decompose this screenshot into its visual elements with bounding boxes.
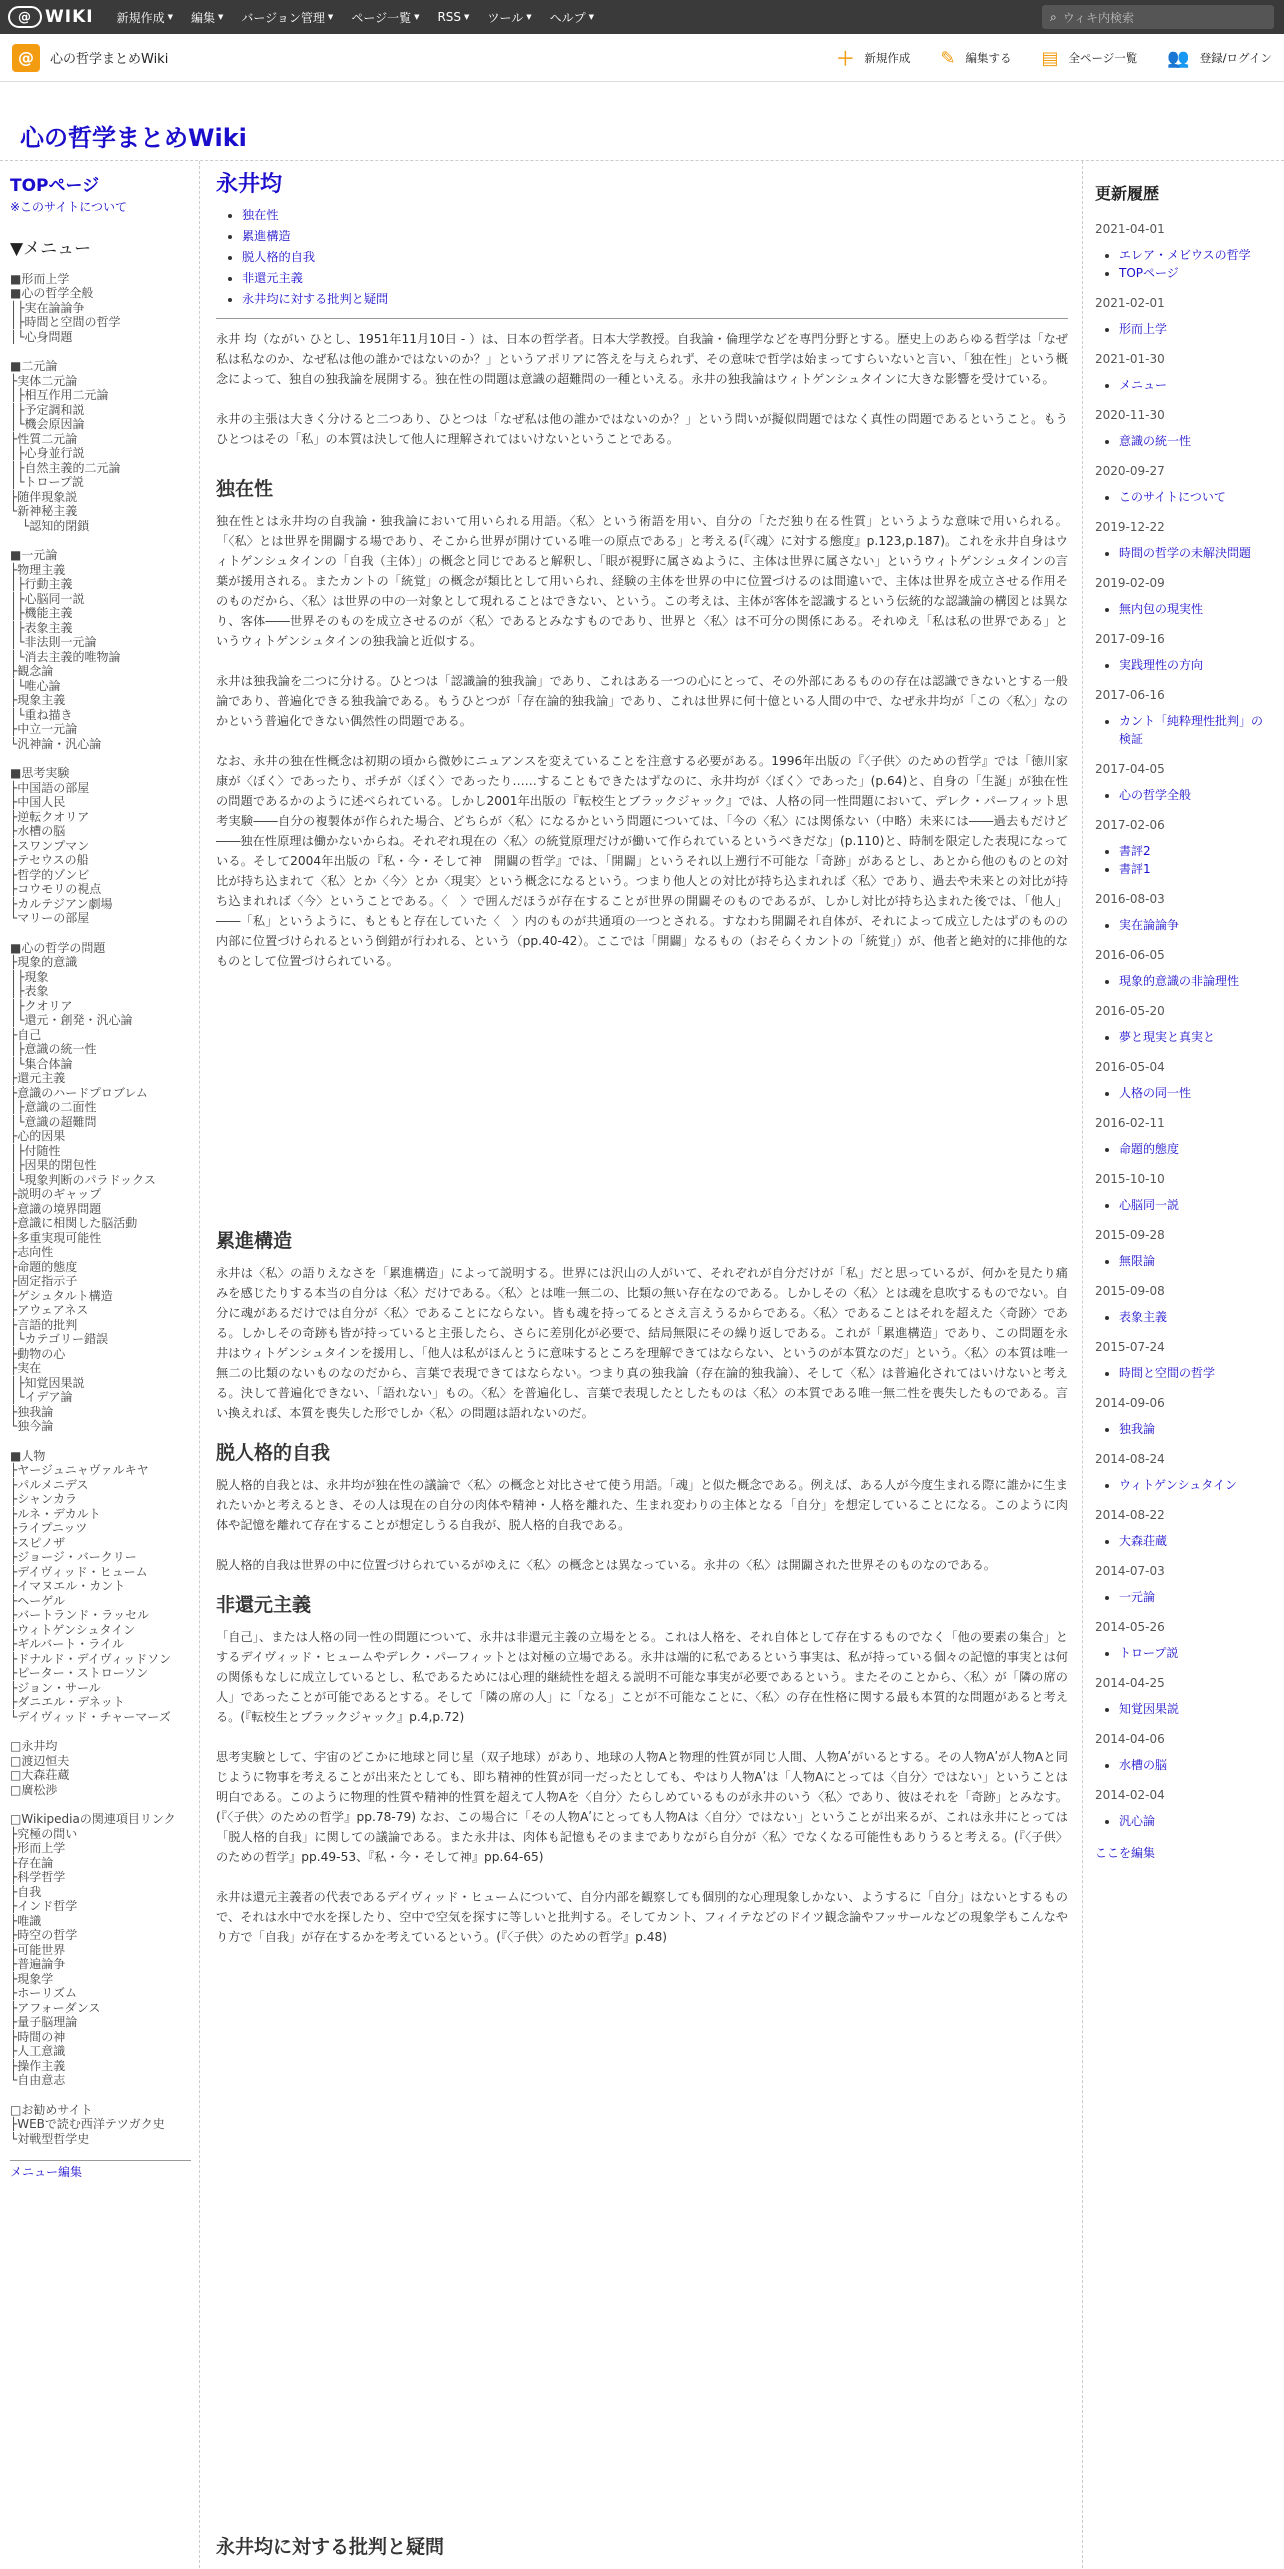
- menu-item[interactable]: ├デイヴィッド・ヒューム: [10, 1564, 148, 1579]
- update-date: 2016-02-11: [1095, 1116, 1165, 1130]
- update-item[interactable]: • このサイトについて: [1119, 488, 1272, 506]
- update-item[interactable]: • 大森荘蔵: [1119, 1532, 1272, 1550]
- menu-heading: ▼メニュー: [10, 239, 92, 259]
- menu-item[interactable]: └汎神論・汎心論: [10, 736, 102, 751]
- update-list: [1119, 712, 1272, 748]
- menu-item[interactable]: ├観念論: [10, 664, 54, 678]
- menu-item[interactable]: □Wikipediaの関連項目リンク: [10, 1812, 176, 1826]
- top-menu: [108, 9, 603, 26]
- section-heading: 独在性: [216, 478, 274, 500]
- menu-item[interactable]: ├ライプニッツ: [10, 1521, 88, 1535]
- menu-item[interactable]: └認知的閉鎖: [10, 518, 90, 533]
- update-date: 2015-09-08: [1095, 1284, 1165, 1298]
- update-list: [1119, 600, 1272, 618]
- update-list: [1119, 1532, 1272, 1550]
- menu-item[interactable]: ├バートランド・ラッセル: [10, 1608, 149, 1622]
- menu-item[interactable]: ├現象主義: [10, 693, 66, 707]
- update-date: 2015-07-24: [1095, 1340, 1165, 1354]
- caret-down-icon: ▼: [327, 13, 334, 21]
- menu-group: [10, 548, 199, 751]
- menu-item[interactable]: ├人工意識: [10, 2044, 66, 2058]
- menu-item[interactable]: ├意識の境界問題: [10, 1201, 102, 1216]
- update-date: 2014-04-06: [1095, 1732, 1165, 1746]
- edit-button[interactable]: ✎ 編集する: [940, 47, 1012, 69]
- menu-item[interactable]: ├究極の問い: [10, 1826, 78, 1841]
- main-content: [200, 161, 1082, 2568]
- update-date: 2016-08-03: [1095, 892, 1165, 906]
- update-item[interactable]: • 独我論: [1119, 1420, 1272, 1438]
- section-heading: 脱人格的自我: [216, 1442, 331, 1464]
- menu-item[interactable]: │├知覚因果説: [10, 1375, 85, 1390]
- menu-item[interactable]: │├心身並行説: [10, 446, 85, 460]
- menu-tree: [10, 272, 199, 2147]
- update-item[interactable]: • 実践理性の方向: [1119, 656, 1272, 674]
- menu-item[interactable]: ├還元主義: [10, 1071, 66, 1085]
- menu-item[interactable]: ├説明のギャップ: [10, 1187, 102, 1201]
- update-item[interactable]: • カント「純粋理性批判」の検証: [1119, 712, 1272, 748]
- toc-item[interactable]: • 累進構造: [242, 226, 1068, 247]
- menu-item[interactable]: ├中立一元論: [10, 722, 78, 736]
- update-list: [1119, 1644, 1272, 1662]
- update-date: 2016-05-04: [1095, 1060, 1165, 1074]
- caret-down-icon: ▼: [526, 13, 532, 21]
- update-list: [1119, 842, 1272, 878]
- site-name[interactable]: 心の哲学まとめWiki: [50, 52, 169, 67]
- menu-item[interactable]: ├心的因果: [10, 1129, 66, 1143]
- recent-updates-list: [1095, 222, 1272, 1830]
- right-sidebar: [1082, 161, 1284, 2568]
- menu-item[interactable]: ├多重実現可能性: [10, 1230, 102, 1245]
- wiki-title[interactable]: 心の哲学まとめWiki: [20, 124, 247, 152]
- menu-item[interactable]: │├相互作用二元論: [10, 388, 109, 402]
- update-date: 2021-01-30: [1095, 352, 1165, 366]
- caret-down-icon: ▼: [167, 13, 173, 21]
- menu-item[interactable]: │└還元・創発・汎心論: [10, 1013, 133, 1027]
- menu-item[interactable]: ├WEBで読む西洋テツガク史: [10, 2117, 165, 2131]
- menu-item[interactable]: │├機能主義: [10, 606, 73, 620]
- paragraph: 独在性とは永井均の自我論・独我論において用いられる用語。〈私〉という術語を用い、自分の「ただ独り在る性質」というような意味で用いられる。「〈私〉とは世界を開闢する場であり、そこから世界が開けている唯一の原点である」と考える(『〈魂〉に対する態度』p.123,p.187)。これを永井自身はウィトゲンシュタインの「自我（主体）」の概念と同じであると解釈し、「眼が視野に属さぬように、主体は世界に属さない」というウィトゲンシュタインの言葉が援用される。またカントの「統覚」の概念が類比として用いられ、経験の主体を世界の中に位置づけるのは間違いで、主体は世界を成立させる作用そのものだから、〈私〉は世界の中の一対象として現れることはできない、という。この考えは、主体が客体を認識するという伝統的な認識論の構図とは異なり、客体――世界そのものを成立させるのが〈私〉であるとみなすものであり、世界と〈私〉は不可分の関係にある。それゆえ「私は私の世界である」というウィトゲンシュタインの独我論と近似する。: [216, 514, 1068, 648]
- menu-item[interactable]: └独今論: [10, 1419, 54, 1433]
- menu-item[interactable]: ├ジョン・サール: [10, 1680, 101, 1695]
- menu-item[interactable]: │├現象: [10, 969, 49, 984]
- paragraph: 永井は独我論を二つに分ける。ひとつは「認識論的独我論」であり、これはある一つの心にとって、その外部にあるものの存在は認識できないとする一般論であり、普遍化できる独我論である。もうひとつが「存在論的独我論」であり、これは世界に何十億といる人間の中で、なぜ永井均が「この〈私〉」なのかという普遍化できない偶然性の問題である。: [216, 674, 1068, 728]
- update-item[interactable]: • 一元論: [1119, 1588, 1272, 1606]
- update-item[interactable]: • 表象主義: [1119, 1308, 1272, 1326]
- update-item[interactable]: • 知覚因果説: [1119, 1700, 1272, 1718]
- section-heading: 非還元主義: [216, 1594, 312, 1616]
- menu-item[interactable]: □渡辺恒夫: [10, 1753, 70, 1768]
- update-date: 2019-02-09: [1095, 576, 1165, 590]
- top-menu-item[interactable]: バージョン管理 ▼: [241, 10, 334, 25]
- menu-item[interactable]: └自由意志: [10, 2073, 66, 2087]
- page-title: 永井均: [216, 172, 283, 197]
- menu-item[interactable]: ├哲学的ゾンビ: [10, 867, 90, 882]
- update-list: [1119, 1140, 1272, 1158]
- update-date: 2014-05-26: [1095, 1620, 1165, 1634]
- menu-item[interactable]: ├ウィトゲンシュタイン: [10, 1622, 136, 1637]
- menu-item[interactable]: ■形而上学: [10, 271, 70, 286]
- caret-down-icon: ▼: [414, 13, 420, 21]
- menu-group: [10, 272, 199, 345]
- menu-item[interactable]: ├アフォーダンス: [10, 2000, 101, 2015]
- menu-item[interactable]: │├クオリア: [10, 998, 73, 1013]
- menu-item[interactable]: │├実在論論争: [10, 300, 85, 315]
- update-date: 2017-04-05: [1095, 762, 1165, 776]
- menu-item[interactable]: ├動物の心: [10, 1346, 66, 1361]
- update-list: [1119, 376, 1272, 394]
- top-menu-item[interactable]: ツール ▼: [487, 10, 532, 25]
- update-list: [1119, 1756, 1272, 1774]
- top-menu-item[interactable]: ヘルプ ▼: [549, 10, 594, 25]
- menu-item[interactable]: │└非法則一元論: [10, 635, 97, 649]
- menu-item[interactable]: ■人物: [10, 1448, 46, 1463]
- menu-item[interactable]: ├量子脳理論: [10, 2015, 78, 2029]
- search-icon: ⌕: [1050, 9, 1057, 24]
- menu-item[interactable]: │└唯心論: [10, 678, 61, 693]
- menu-item[interactable]: │├意識の二面性: [10, 1100, 97, 1114]
- menu-item[interactable]: ■心の哲学全般: [10, 286, 94, 300]
- menu-item[interactable]: ├実体二元論: [10, 373, 78, 388]
- menu-group: [10, 1739, 199, 1797]
- menu-item[interactable]: ├中国語の部屋: [10, 780, 90, 795]
- update-item[interactable]: • ウィトゲンシュタイン: [1119, 1476, 1272, 1494]
- caret-down-icon: ▼: [464, 13, 470, 21]
- update-list: [1119, 1084, 1272, 1102]
- update-item[interactable]: • 時間と空間の哲学: [1119, 1364, 1272, 1382]
- menu-item[interactable]: │├意識の統一性: [10, 1042, 97, 1056]
- menu-item[interactable]: ├存在論: [10, 1855, 54, 1870]
- section-heading: 永井均に対する批判と疑問: [216, 2536, 445, 2558]
- update-date: 2020-11-30: [1095, 408, 1165, 422]
- toc-item[interactable]: • 永井均に対する批判と疑問: [242, 289, 1068, 310]
- update-list: [1119, 1364, 1272, 1382]
- section-hihan: [216, 2537, 444, 2569]
- update-item[interactable]: • 心の哲学全般: [1119, 786, 1272, 804]
- update-item[interactable]: • 実在論論争: [1119, 916, 1272, 934]
- toc-item[interactable]: • 非還元主義: [242, 268, 1068, 289]
- update-item[interactable]: • TOPページ: [1119, 264, 1272, 282]
- update-date: 2014-09-06: [1095, 1396, 1165, 1410]
- menu-item[interactable]: │└心身問題: [10, 329, 73, 344]
- update-list: [1119, 544, 1272, 562]
- menu-item[interactable]: ├テセウスの船: [10, 853, 89, 867]
- menu-edit-link[interactable]: メニュー編集: [10, 2165, 83, 2179]
- menu-item[interactable]: ├志向性: [10, 1245, 54, 1259]
- update-item[interactable]: • トロープ説: [1119, 1644, 1272, 1662]
- update-date: 2014-02-04: [1095, 1788, 1165, 1802]
- site-logo-icon[interactable]: @: [12, 44, 40, 72]
- edit-recent-link[interactable]: ここを編集: [1095, 1846, 1156, 1860]
- update-date: 2014-08-22: [1095, 1508, 1165, 1522]
- update-list: [1119, 246, 1272, 282]
- paragraph: 永井は〈私〉の語りえなさを「累進構造」によって説明する。世界には沢山の人がいて、それぞれが自分だけが「私」だと思っているが、何かを見たり痛みを感じたりする本当の自分は〈私〉だけである。〈私〉とは唯一無二の、比類の無い存在なのである。しかしその〈私〉とは魂を息吹するものでない。自分に魂があるだけでは自分が〈私〉であることにならない。皆も魂を持ってるとさえ言えうるからである。〈私〉であることはそれを超えた〈奇跡〉である。しかしその奇跡も皆が持っていると主張したら、さらに差別化が必要で、結局無限にその繰り返しである。これが「累進構造」であり、この問題を永井はウィトゲンシュタインを援用し、「他人は私がほんとうに意味するところを理解できてはならない、というのが本質なのだ」という。〈私〉の本質は唯一無二の比類のないものなのだから、言葉で表現できてはならない。つまり真の独我論（存在論的独我論）、そして〈私〉は普遍化されてはいけないと考える。決して普遍化できない、「語れない」もの。〈私〉を普遍化し、言葉で表現したとしたものは〈私〉の本質である唯一無二性を喪失したものである。言い換えれば、本質を喪失した形でしか〈私〉の問題は語れないのだ。: [216, 1266, 1068, 1420]
- caret-down-icon: ▼: [588, 13, 594, 21]
- update-date: 2014-07-03: [1095, 1564, 1165, 1578]
- menu-item[interactable]: ├スピノザ: [10, 1535, 66, 1550]
- section-ruishin: [216, 1231, 1068, 1423]
- update-date: 2016-06-05: [1095, 948, 1165, 962]
- menu-item[interactable]: └マリーの部屋: [10, 911, 90, 925]
- menu-group: [10, 1812, 199, 2088]
- menu-item[interactable]: ├意識に相関した脳活動: [10, 1216, 138, 1230]
- menu-item[interactable]: │└トロープ説: [10, 475, 84, 489]
- update-list: [1119, 1028, 1272, 1046]
- update-item[interactable]: • 書評1: [1119, 860, 1272, 878]
- section-datsujinkaku: [216, 1443, 1068, 1575]
- update-date: 2015-09-28: [1095, 1228, 1165, 1242]
- update-item[interactable]: • 意識の統一性: [1119, 432, 1272, 450]
- menu-item[interactable]: │└重ね描き: [10, 707, 73, 722]
- update-list: [1119, 1420, 1272, 1438]
- menu-item[interactable]: ├ダニエル・デネット: [10, 1695, 125, 1709]
- update-list: [1119, 1700, 1272, 1718]
- menu-item[interactable]: ■一元論: [10, 548, 58, 562]
- menu-item[interactable]: └デイヴィッド・チャーマーズ: [10, 1709, 171, 1724]
- update-list: [1119, 656, 1272, 674]
- table-of-contents: [242, 205, 1068, 310]
- update-item[interactable]: • 形而上学: [1119, 320, 1272, 338]
- left-sidebar: [0, 161, 200, 2568]
- paragraph: 「自己」、または人格の同一性の問題について、永井は非還元主義の立場をとる。これは人格を、それ自体として存在するものでなく「他の要素の集合」とするデイヴィッド・ヒュームやデレク・パーフィットとは対極の立場である。永井は端的に私であるという事実は、私が持っている個々の記憶的事実とは何の関係もなしに成立しているとし、私であるためには心理的継続性を超える説明不可能な事実が必要であるという。またそのことから、〈私〉が「隣の席の人」であったことが可能であるとする。そして「隣の席の人」に「なる」ことが不可能なことに、〈私〉の存在性格に関する最も本質的な問題があると考える。(『転校生とブラックジャック』p.4,p.72): [216, 1630, 1068, 1724]
- menu-item[interactable]: □大森荘蔵: [10, 1768, 70, 1782]
- new-page-button[interactable]: ＋ 新規作成: [836, 45, 910, 71]
- menu-item[interactable]: │└機会原因論: [10, 417, 85, 431]
- menu-item[interactable]: │└集合体論: [10, 1056, 73, 1071]
- update-list: [1119, 1588, 1272, 1606]
- update-item[interactable]: • 心脳同一説: [1119, 1196, 1272, 1214]
- update-item[interactable]: • 無限論: [1119, 1252, 1272, 1270]
- menu-item[interactable]: ├逆転クオリア: [10, 809, 90, 824]
- paragraph: 永井は還元主義者の代表であるデイヴィッド・ヒュームについて、自分内部を観察しても個別的な心理現象しかない、ようするに「自分」はないとするもので、それは水中で水を探したり、空中で空気を探すに等しいと批判する。そしてカント、フィイテなどのドイツ観念論やフッサールなどの現象学もこんなやり方で「自我」が存在するかを考えているという。(『〈子供〉のための哲学』p.48): [216, 1890, 1068, 1944]
- menu-item[interactable]: ├形而上学: [10, 1841, 66, 1855]
- menu-item[interactable]: ├アウェアネス: [10, 1303, 89, 1317]
- menu-item[interactable]: ├言語的批判: [10, 1317, 78, 1332]
- menu-item[interactable]: ├ヘーゲル: [10, 1593, 65, 1608]
- update-item[interactable]: • 人格の同一性: [1119, 1084, 1272, 1102]
- menu-item[interactable]: ├スワンプマン: [10, 838, 90, 853]
- header-actions: [836, 34, 1272, 82]
- menu-item[interactable]: ├イマヌエル・カント: [10, 1579, 126, 1593]
- section-hikangen: [216, 1595, 1068, 1947]
- update-list: [1119, 1196, 1272, 1214]
- update-item[interactable]: • 現象的意識の非論理性: [1119, 972, 1272, 990]
- paragraph: 脱人格的自我とは、永井均が独在性の議論で〈私〉の概念と対比させて使う用語。「魂」と似た概念である。例えば、ある人が今度生まれる際に誰かに生まれたいかと考えるとき、その人は現在の自分の肉体や精神・人格を離れた、生まれ変わりの主体となる「自分」を想定していることになる。このように肉体や記憶を離れて存在することが想定しうる自我が、脱人格的自我である。: [216, 1478, 1068, 1532]
- menu-item[interactable]: ├インド哲学: [10, 1899, 78, 1913]
- top-toolbar: [0, 0, 1284, 34]
- menu-divider: [10, 2160, 191, 2161]
- users-icon: 👥: [1167, 47, 1190, 69]
- update-item[interactable]: • 時間の哲学の未解決問題: [1119, 544, 1272, 562]
- menu-item[interactable]: ├ルネ・デカルト: [10, 1506, 101, 1521]
- update-item[interactable]: • 汎心論: [1119, 1812, 1272, 1830]
- menu-item[interactable]: ├実在: [10, 1361, 42, 1375]
- top-menu-item[interactable]: RSS ▼: [437, 10, 470, 24]
- menu-item[interactable]: │├表象主義: [10, 620, 73, 635]
- update-list: [1119, 488, 1272, 506]
- all-pages-button[interactable]: ▤ 全ページ一覧: [1041, 47, 1138, 69]
- menu-item[interactable]: ├科学哲学: [10, 1870, 66, 1884]
- search-input[interactable]: ⌕ ウィキ内検索: [1042, 5, 1274, 29]
- menu-item[interactable]: ├時間の神: [10, 2029, 66, 2044]
- update-date: 2016-05-20: [1095, 1004, 1165, 1018]
- menu-item[interactable]: ├水槽の脳: [10, 824, 66, 838]
- menu-item[interactable]: ├命題的態度: [10, 1259, 78, 1274]
- caret-down-icon: ▼: [218, 13, 224, 21]
- menu-item[interactable]: ├中国人民: [10, 795, 66, 809]
- section-heading: 累進構造: [216, 1230, 293, 1252]
- menu-item[interactable]: ├唯識: [10, 1913, 42, 1928]
- document-icon: ▤: [1041, 47, 1059, 69]
- menu-item[interactable]: ├コウモリの視点: [10, 882, 102, 896]
- menu-item[interactable]: ├固定指示子: [10, 1274, 78, 1288]
- update-date: 2019-12-22: [1095, 520, 1165, 534]
- menu-item[interactable]: ├ピーター・ストローソン: [10, 1666, 149, 1680]
- top-menu-item[interactable]: ページ一覧 ▼: [351, 10, 420, 25]
- menu-item[interactable]: ├随伴現象説: [10, 489, 78, 504]
- menu-item[interactable]: │└イデア論: [10, 1390, 73, 1404]
- menu-item[interactable]: ├時空の哲学: [10, 1928, 78, 1942]
- paragraph: なお、永井の独在性概念は初期の頃から微妙にニュアンスを変えていることを注意する必要がある。1996年出版の『〈子供〉のための哲学』では「徳川家康が〈ぼく〉であったり、ポチが〈ぼく〉であったり……することもできたはずなのに、永井均が〈ぼく〉であった」(p.64)と、自身の「生誕」が独在性の問題であるかのように述べられている。しかし2001年出版の『転校生とブラックジャック』では、人格の同一性問題において、デレク・パーフィット思考実験――自分の複製体が作られた場合、どちらが〈私〉になるかという問題については、「今の〈私〉には関係ない（中略）未来には――過去もだけど――独在性原理は働かないからね。それぞれ現在の〈私〉の統覚原理だけが働いて作られているというべきだな」(p.110)と、時制を限定した表現になっている。そして2004年出版の『私・今・そして神 開闢の哲学』では、「開闢」というそれ以上遡行不可能な「奇跡」があるとし、あとから他のものとの対比が持ち込まれて〈私〉とか〈今〉とか〈現実〉という概念になるという。つまり他人との対比が持ち込まれれば〈私〉であり、過去や未来との対比が持ち込まれれば〈今〉ということである。〈 〉で囲んだほうが存在することが世界の開闢そのものであるが、しかし対比が持ち込まれた後では、「他人」――「私」というように、もともと存在していた〈 〉内のものが共通項の一つとされる。すなわち開闢それ自体が、それによって成立したはずのものの内部に位置づけられるという倒錯が行われる、という（pp.40-42）。ここでは「開闢」なるもの（おそらくカントの「統覚」）が、他者と絶対的に排他的なものとして位置づけられている。: [216, 754, 1068, 968]
- update-item[interactable]: • エレア・メビウスの哲学: [1119, 246, 1272, 264]
- menu-item[interactable]: □永井均: [10, 1739, 58, 1753]
- menu-item[interactable]: │└カテゴリー錯誤: [10, 1332, 108, 1346]
- update-date: 2017-09-16: [1095, 632, 1165, 646]
- update-list: [1119, 786, 1272, 804]
- paragraph: 永井の主張は大きく分けると二つあり、ひとつは「なぜ私は他の誰かではないのか？」という問いが擬似問題ではなく真性の問題であるということ。もうひとつはその「私」の本質は決して他人に理解されてはいけないということである。: [216, 412, 1068, 446]
- menu-item[interactable]: ├シャンカラ: [10, 1492, 77, 1506]
- menu-item[interactable]: ├現象学: [10, 1971, 54, 1986]
- top-menu-item[interactable]: 編集 ▼: [190, 10, 224, 25]
- site-header: [0, 34, 1284, 82]
- update-item[interactable]: • 無内包の現実性: [1119, 600, 1272, 618]
- menu-item[interactable]: │└意識の超難問: [10, 1114, 97, 1129]
- paragraph: 脱人格的自我は世界の中に位置づけられているがゆえに〈私〉の概念とは異なっている。永井の〈私〉は開闢された世界そのものなのである。: [216, 1558, 996, 1572]
- update-item[interactable]: • 水槽の脳: [1119, 1756, 1272, 1774]
- menu-item[interactable]: ├カルテジアン劇場: [10, 896, 113, 911]
- paragraph: 永井 均（ながい ひとし、1951年11月10日 - ）は、日本の哲学者。日本大学教授。自我論・倫理学などを専門分野とする。歴史上のあらゆる哲学は「なぜ私は私なのか、なぜ私は他の誰かではないのか？」というアポリアに答えを与えられず、その意味で哲学は始まってすらいないと言い、「独在性」という概念によって、独自の独我論を展開する。独在性の問題は意識の超難問の一種といえる。永井の独我論はウィトゲンシュタインに大きな影響を受けている。: [216, 332, 1068, 386]
- update-item[interactable]: • メニュー: [1119, 376, 1272, 394]
- section-dokuzaisei: [216, 479, 1068, 971]
- menu-group: [10, 766, 199, 926]
- menu-item[interactable]: □お勧めサイト: [10, 2102, 93, 2117]
- update-list: [1119, 320, 1272, 338]
- menu-group: [10, 359, 199, 533]
- menu-item[interactable]: │├行動主義: [10, 577, 73, 591]
- toc-item[interactable]: • 脱人格的自我: [242, 247, 1068, 268]
- menu-item[interactable]: ├意識のハードプロブレム: [10, 1085, 148, 1100]
- menu-item[interactable]: │└消去主義的唯物論: [10, 649, 121, 664]
- update-list: [1119, 972, 1272, 990]
- menu-item[interactable]: ├ヤージュニャヴァルキヤ: [10, 1463, 149, 1477]
- title-divider: [216, 318, 1068, 319]
- menu-item[interactable]: ├可能世界: [10, 1942, 66, 1957]
- menu-item[interactable]: │├表象: [10, 984, 49, 998]
- menu-item[interactable]: │├時間と空間の哲学: [10, 315, 121, 329]
- toc-item[interactable]: • 独在性: [242, 205, 1068, 226]
- menu-item[interactable]: ├独我論: [10, 1404, 54, 1419]
- menu-item[interactable]: □廣松渉: [10, 1782, 58, 1797]
- update-date: 2014-04-25: [1095, 1676, 1165, 1690]
- menu-item[interactable]: ├現象的意識: [10, 955, 78, 969]
- menu-item[interactable]: ■思考実験: [10, 766, 70, 780]
- wiki-logo[interactable]: @ WIKI: [8, 6, 94, 28]
- menu-item[interactable]: ■心の哲学の問題: [10, 940, 106, 955]
- update-date: 2015-10-10: [1095, 1172, 1165, 1186]
- menu-group: [10, 2103, 199, 2147]
- update-date: 2021-02-01: [1095, 296, 1165, 310]
- update-list: [1119, 1252, 1272, 1270]
- update-date: 2014-08-24: [1095, 1452, 1165, 1466]
- menu-item[interactable]: ■二元論: [10, 359, 58, 373]
- update-list: [1119, 1308, 1272, 1326]
- update-list: [1119, 432, 1272, 450]
- menu-item[interactable]: ├ホーリズム: [10, 1986, 77, 2000]
- top-page-link[interactable]: TOPページ: [10, 176, 100, 196]
- menu-item[interactable]: │├因果的閉包性: [10, 1158, 97, 1172]
- menu-item[interactable]: └対戦型哲学史: [10, 2131, 90, 2146]
- pencil-icon: ✎: [940, 47, 956, 69]
- update-list: [1119, 1812, 1272, 1830]
- menu-item[interactable]: ├ゲシュタルト構造: [10, 1288, 113, 1303]
- update-date: 2017-06-16: [1095, 688, 1165, 702]
- menu-item[interactable]: ├パルメニデス: [10, 1477, 89, 1492]
- menu-group: [10, 941, 199, 1434]
- menu-item[interactable]: ├操作主義: [10, 2058, 66, 2073]
- menu-item[interactable]: ├性質二元論: [10, 431, 78, 446]
- menu-item[interactable]: └新神秘主義: [10, 504, 78, 518]
- menu-item[interactable]: ├物理主義: [10, 562, 66, 577]
- intro-section: [216, 329, 1068, 449]
- menu-item[interactable]: ├普遍論争: [10, 1957, 66, 1971]
- update-item[interactable]: • 夢と現実と真実と: [1119, 1028, 1272, 1046]
- update-date: 2021-04-01: [1095, 222, 1165, 236]
- menu-group: [10, 1449, 199, 1725]
- update-item[interactable]: • 命題的態度: [1119, 1140, 1272, 1158]
- update-date: 2017-02-06: [1095, 818, 1165, 832]
- menu-item[interactable]: ├ドナルド・デイヴィッドソン: [10, 1651, 172, 1666]
- plus-icon: ＋: [836, 49, 855, 70]
- menu-item[interactable]: ├自我: [10, 1884, 42, 1899]
- at-icon: @: [8, 6, 42, 28]
- menu-item[interactable]: │├付随性: [10, 1143, 61, 1158]
- menu-item[interactable]: │├心脳同一説: [10, 591, 85, 606]
- login-button[interactable]: 👥 登録/ログイン: [1167, 47, 1272, 69]
- update-date: 2020-09-27: [1095, 464, 1165, 478]
- top-menu-item[interactable]: 新規作成 ▼: [116, 10, 173, 25]
- update-list: [1119, 1476, 1272, 1494]
- menu-item[interactable]: │├予定調和説: [10, 402, 85, 417]
- menu-item[interactable]: ├ジョージ・バークリー: [10, 1550, 137, 1564]
- menu-item[interactable]: │├自然主義的二元論: [10, 460, 121, 475]
- update-item[interactable]: • 書評2: [1119, 842, 1272, 860]
- menu-item[interactable]: │└現象判断のパラドックス: [10, 1172, 156, 1187]
- menu-item[interactable]: ├自己: [10, 1027, 42, 1042]
- about-link[interactable]: ※このサイトについて: [10, 199, 127, 214]
- paragraph: 思考実験として、宇宙のどこかに地球と同じ星（双子地球）があり、地球の人物Aと物理的性質が同じ人間、人物Aʹがいるとする。その人物Aʹが人物Aと同じように物事を考えることが出来たとしても、即ち精神的性質が同一だったとしても、やはり人物Aʹは「人物Aにとっては〈自分〉ではない」ということは明白である。このように物理的性質や精神的性質を超えて人物Aを〈自分〉たらしめているものが永井のいう〈私〉であり、彼はそれを「奇跡」とみなす。(『〈子供〉のための哲学』pp.78-79) なお、この場合に「その人物Aʹにとっても人物Aは〈自分〉ではない」ということが出来るが、これは永井にとっては「脱人格的自我」に関しての議論である。また永井は、肉体も記憶もそのままでありながら自分が〈私〉でなくなる可能性もありうると考える。(『〈子供〉のための哲学』pp.49-53、『私・今・そして神』pp.64-65): [216, 1750, 1068, 1864]
- update-list: [1119, 916, 1272, 934]
- menu-item[interactable]: ├ギルバート・ライル: [10, 1637, 124, 1651]
- recent-updates-title: 更新履歴: [1095, 184, 1160, 203]
